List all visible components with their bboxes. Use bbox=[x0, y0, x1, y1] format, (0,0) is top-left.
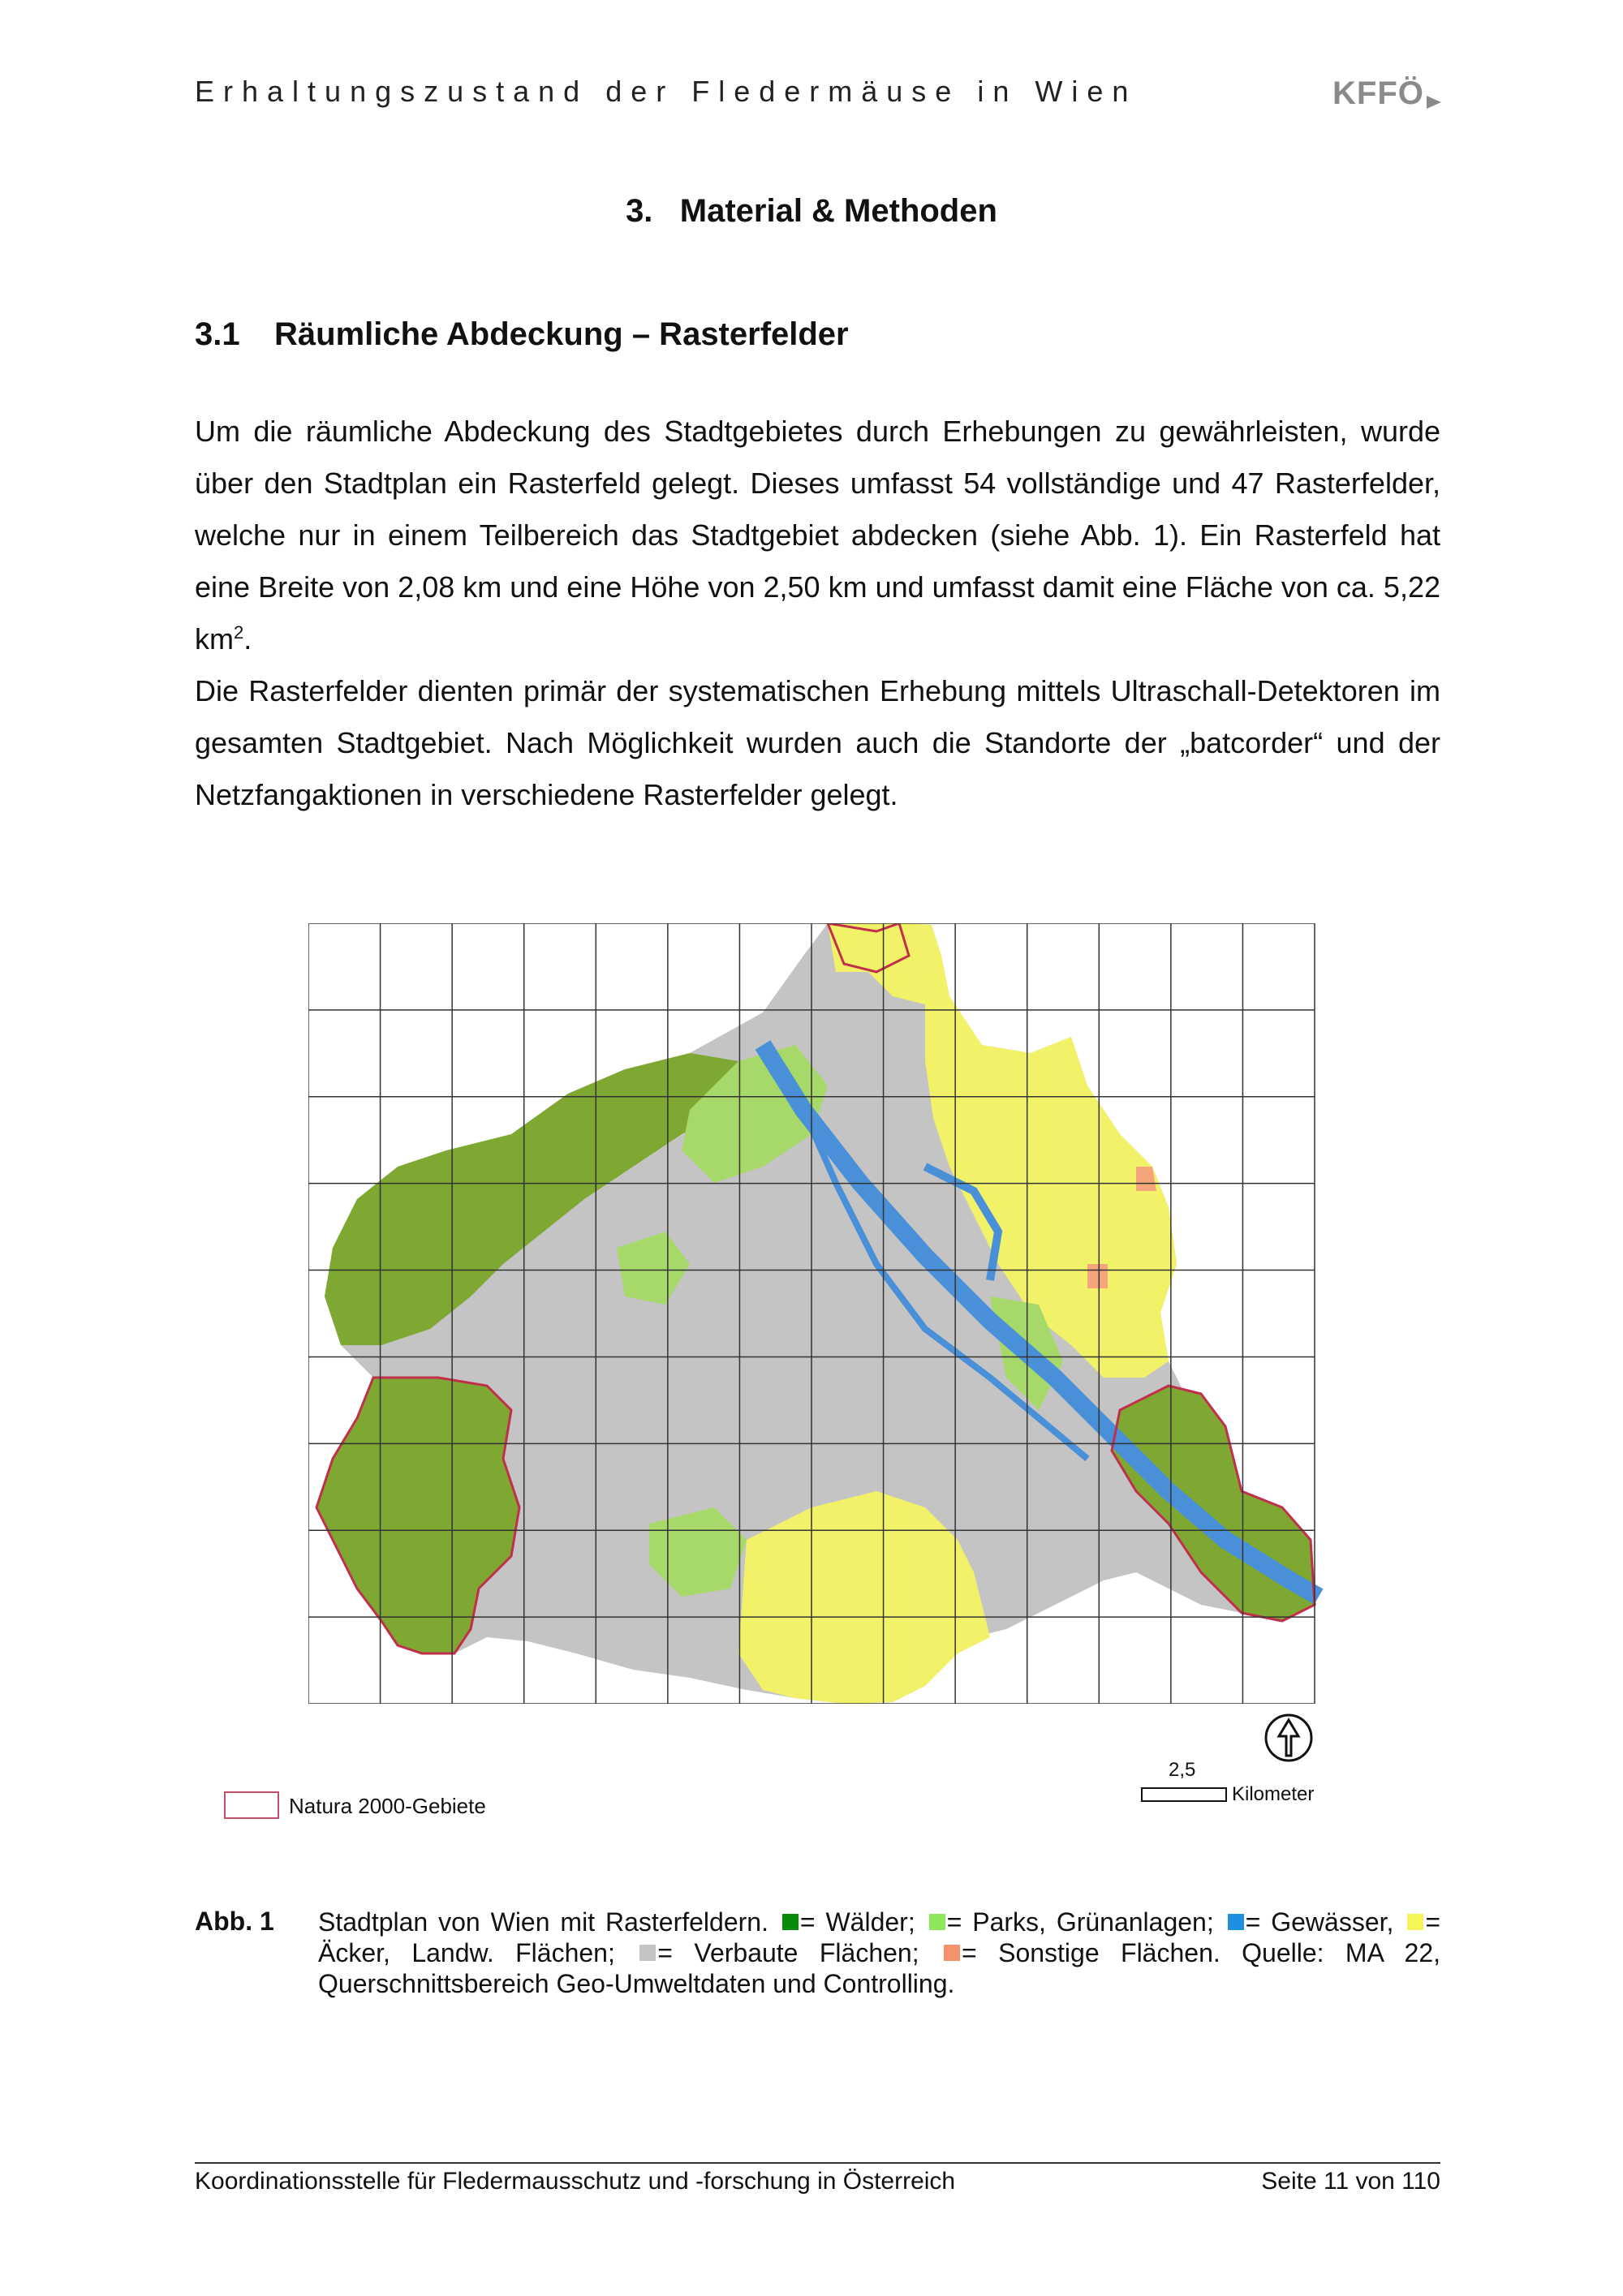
figure-label: Abb. 1 bbox=[195, 1907, 274, 1936]
section-title: Material & Methoden bbox=[679, 193, 997, 229]
body-text bbox=[195, 406, 1440, 821]
subsection-number: 3.1 bbox=[195, 316, 240, 352]
scale-value: 2,5 bbox=[1169, 1759, 1196, 1781]
footer-organisation: Koordinationsstelle für Fledermausschutz und -forschung in Österreich bbox=[195, 2168, 956, 2195]
scale-unit: Kilometer bbox=[1232, 1783, 1315, 1805]
natura-legend-label: Natura 2000-Gebiete bbox=[289, 1794, 486, 1818]
scale-bar bbox=[1141, 1787, 1227, 1802]
paragraph-1: Um die räumliche Abdeckung des Stadtgebietes durch Erhebungen zu gewährleisten, wurde über den Stadtplan ein Rasterfeld gelegt. Dieses umfasst 54 vollständige und 47 Rasterfelder, welche nur in einem Teilbereich das Stadtgebiet abdecken (siehe Abb. 1). Ein Rasterfeld hat eine Breite von 2,08 km und eine Höhe von 2,50 km und umfasst damit eine Fläche von ca. 5,22 $km^2$. bbox=[195, 415, 1440, 656]
paragraph-2: Die Rasterfelder dienten primär der systematischen Erhebung mittels Ultraschall-Detektoren im gesamten Stadtgebiet. Nach Möglichkeit wurden auch die Standorte der „batcorder“ und der Netzfangaktionen in verschiedene Rasterfelder gelegt. bbox=[195, 674, 1440, 811]
north-arrow-icon bbox=[1263, 1712, 1315, 1764]
footer-rule bbox=[195, 2162, 1440, 2164]
page-number: Seite 11 von 110 bbox=[1261, 2168, 1440, 2195]
forest-swatch bbox=[782, 1914, 799, 1930]
subsection-heading bbox=[195, 316, 849, 353]
subsection-title: Räumliche Abdeckung – Rasterfelder bbox=[274, 316, 849, 352]
vienna-grid-map bbox=[308, 923, 1355, 1704]
water-swatch bbox=[1228, 1914, 1244, 1930]
other-area-2 bbox=[1087, 1264, 1108, 1288]
section-number: 3. bbox=[626, 193, 653, 229]
natura-legend-swatch bbox=[224, 1791, 279, 1819]
figure-caption: Stadtplan von Wien mit Rasterfeldern. = Wälder; = Parks, Grünanlagen; = Gewässer, = Äcker, Landw. Flächen; = Verbaute Flächen; = Sonstige Flächen. Quelle: MA 22, Querschnittsbereich Geo-Umweltdaten und Controlling. bbox=[318, 1907, 1441, 1998]
fields-swatch bbox=[1407, 1914, 1423, 1930]
kffoe-logo bbox=[1331, 73, 1444, 114]
running-header: Erhaltungszustand der Fledermäuse in Wien bbox=[195, 75, 1138, 108]
logo-text: KFFÖ bbox=[1332, 75, 1424, 111]
section-heading bbox=[0, 193, 1623, 230]
superscript: 2 bbox=[234, 622, 244, 643]
other-swatch bbox=[944, 1945, 960, 1961]
built-swatch bbox=[639, 1945, 656, 1961]
parks-swatch bbox=[929, 1914, 945, 1930]
